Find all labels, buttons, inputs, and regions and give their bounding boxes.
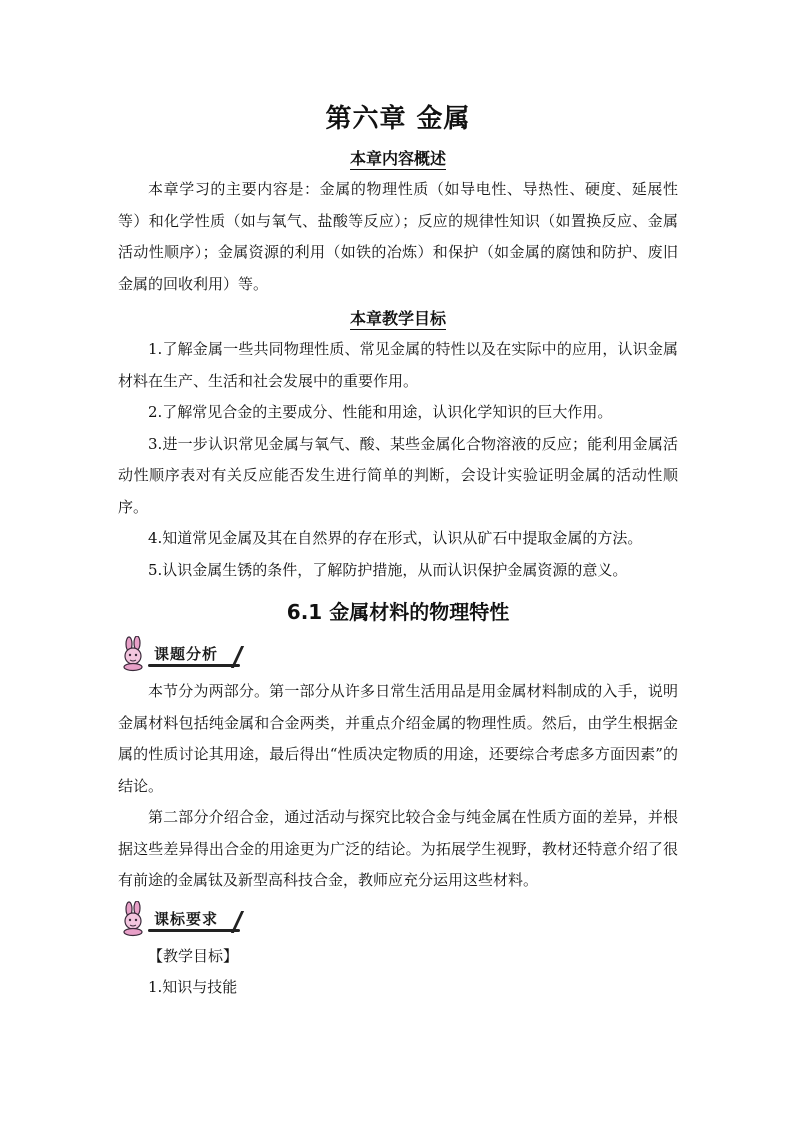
analysis-badge-label: 课题分析: [154, 645, 219, 663]
analysis-paragraph: 第二部分介绍合金，通过活动与探究比较合金与纯金属在性质方面的差异，并根据这些差异得出合金的用途更为广泛的结论。为拓展学生视野，教材还特意介绍了很有前途的金属钛及新型高科技合金，教师应充分运用这些材料。: [118, 808, 678, 889]
badge-underline: [148, 664, 240, 667]
overview-paragraph: 本章学习的主要内容是：金属的物理性质（如导电性、导热性、硬度、延展性等）和化学性质（如与氧气、盐酸等反应）；反应的规律性知识（如置换反应、金属活动性顺序）；金属资源的利用（如铁的冶炼）和保护（如金属的腐蚀和防护、废旧金属的回收利用）等。: [118, 180, 678, 293]
goals-heading-text: 本章教学目标: [349, 309, 446, 328]
knowledge-skills-item: 1.知识与技能: [148, 978, 238, 996]
goal-item: 3.进一步认识常见金属与氧气、酸、某些金属化合物溶液的反应；能利用金属活动性顺序表对有关反应能否发生进行简单的判断，会设计实验证明金属的活动性顺序。: [118, 434, 678, 516]
goal-item: 2.了解常见合金的主要成分、性能和用途，认识化学知识的巨大作用。: [148, 403, 613, 421]
badge-underline: [148, 929, 240, 932]
overview-heading: [118, 144, 678, 174]
goal-item: 4.知道常见金属及其在自然界的存在形式，认识从矿石中提取金属的方法。: [148, 529, 643, 547]
teaching-goals-subheading: 【教学目标】: [148, 946, 239, 965]
analysis-badge: [118, 636, 678, 672]
goal-item: 1.了解金属一些共同物理性质、常见金属的特性以及在实际中的应用，认识金属材料在生产、生活和社会发展中的重要作用。: [118, 340, 678, 390]
goals-heading: [118, 304, 678, 334]
section-title: 6.1 金属材料的物理特性: [286, 600, 510, 624]
goal-item: 5.认识金属生锈的条件，了解防护措施，从而认识保护金属资源的意义。: [148, 560, 628, 579]
overview-heading-text: 本章内容概述: [349, 149, 446, 168]
chapter-title: 第六章 金属: [325, 104, 471, 134]
page-content: [118, 98, 678, 1004]
standards-badge-label: 课标要求: [154, 909, 219, 928]
analysis-paragraph: 本节分为两部分。第一部分从许多日常生活用品是用金属材料制成的入手，说明金属材料包括纯金属和合金两类，并重点介绍金属的物理性质。然后，由学生根据金属的性质讨论其用途，最后得出“性质决定物质的用途，还要综合考虑多方面因素”的结论。: [118, 682, 678, 795]
standards-badge: [118, 901, 678, 937]
